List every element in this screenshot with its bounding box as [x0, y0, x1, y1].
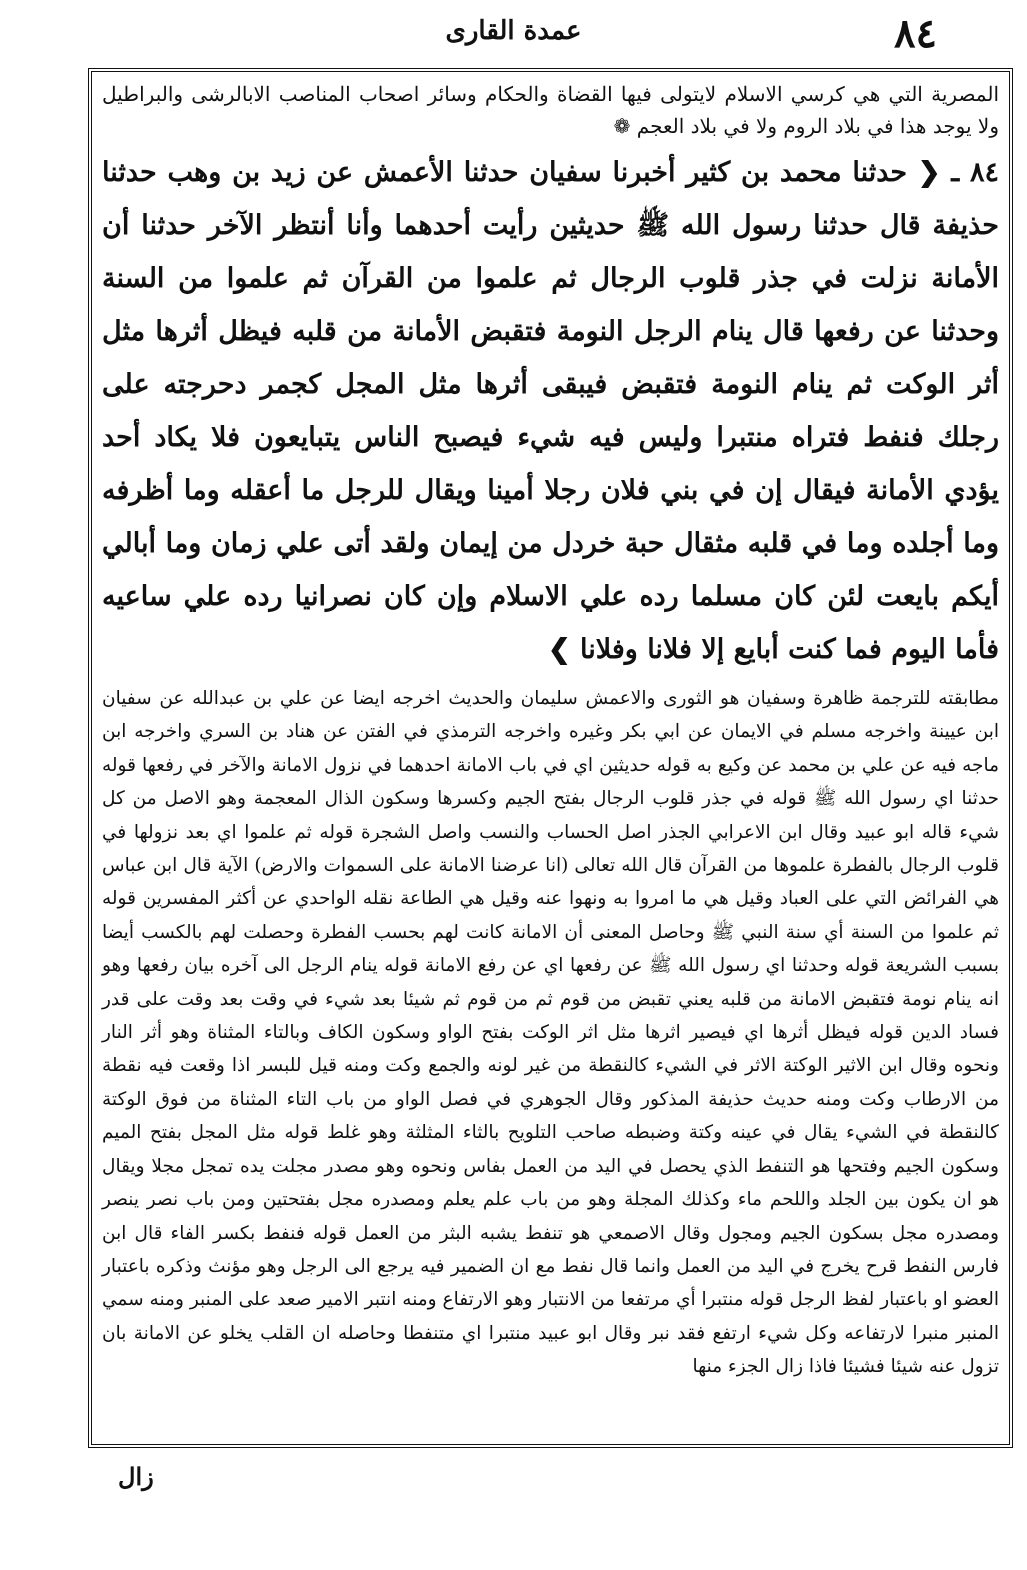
catchword: زال: [118, 1462, 154, 1491]
hadith-opening-marker: ❮ حدثنا: [852, 157, 941, 188]
page-header: [90, 10, 937, 62]
hadith-block: [102, 146, 999, 676]
hadith-number: ٨٤ ـ: [951, 157, 999, 188]
hadith-text: محمد بن كثير أخبرنا سفيان حدثنا الأعمش عن زيد بن وهب حدثنا حذيفة قال حدثنا رسول الله ﷺ حديثين رأيت أحدهما وأنا أنتظر الآخر حدثنا أن الأمانة نزلت في جذر قلوب الرجال ثم علموا من القرآن ثم علموا من السنة وحدثنا عن رفعها قال ينام الرجل النومة فتقبض الأمانة من قلبه فيظل أثرها مثل أثر الوكت ثم ينام النومة فتقبض فيبقى أثرها مثل المجل كجمر دحرجته على رجلك فنفط فتراه منتبرا وليس فيه شيء فيصبح الناس يتبايعون فلا يكاد أحد يؤدي الأمانة فيقال إن في بني فلان رجلا أمينا ويقال للرجل ما أعقله وما أظرفه وما أجلده وما في قلبه مثقال حبة خردل من إيمان ولقد أتى علي زمان وما أبالي أيكم بايعت لئن كان مسلما رده علي الاسلام وإن كان نصرانيا رده علي ساعيه فأما اليوم فما كنت أبايع إلا فلانا وفلانا ❯: [102, 157, 999, 665]
commentary-block: [102, 682, 999, 1384]
page-number: ٨٤: [894, 10, 937, 57]
commentary-paragraph: مطابقته للترجمة ظاهرة وسفيان هو الثورى والاعمش سليمان والحديث اخرجه ايضا عن علي بن عبدالله عن سفيان ابن عيينة واخرجه مسلم في الايمان عن ابي بكر وغيره واخرجه الترمذي في الفتن عن هناد بن السري واخرجه ابن ماجه فيه عن علي بن محمد عن وكيع به قوله حديثين اي في باب الامانة احدهما في نزول الامانة والآخر في رفعها قوله حدثنا اي رسول الله ﷺ قوله في جذر قلوب الرجال بفتح الجيم وكسرها وسكون الذال المعجمة وهو الاصل من كل شيء قاله ابو عبيد وقال ابن الاعرابي الجذر اصل الحساب والنسب واصل الشجرة قوله ثم علموا اي بعد نزولها في قلوب الرجال بالفطرة علموها من القرآن قال الله تعالى (انا عرضنا الامانة على السموات والارض) الآية قال ابن عباس هي الفرائض التي على العباد وقيل هي ما امروا به ونهوا عنه وقيل هي الطاعة نقله الواحدي عن أكثر المفسرين قوله ثم علموا من السنة أي سنة النبي ﷺ وحاصل المعنى أن الامانة كانت لهم بحسب الفطرة وحصلت لهم بالكسب أيضا بسبب الشريعة قوله وحدثنا اي رسول الله ﷺ عن رفعها اي عن رفع الامانة قوله ينام الرجل الى آخره بيان رفعها وهو انه ينام نومة فتقبض الامانة من قلبه يعني تقبض من قوم ثم من قوم ثم شيئا بعد شيء في وقت بعد وقت على قدر فساد الدين قوله فيظل أثرها اي فيصير اثرها مثل اثر الوكت بفتح الواو وسكون الكاف وبالتاء المثناة وهو أثر النار ونحوه وقال ابن الاثير الوكتة الاثر في الشيء كالنقطة من غير لونه والجمع وكت ومنه قيل للبسر اذا وقعت فيه نقطة من الارطاب وكت ومنه حديث حذيفة المذكور وقال الجوهري في فصل الواو من باب التاء المثناة من فوق الوكتة كالنقطة في الشيء يقال في عينه وكتة وضبطه صاحب التلويح بالثاء المثلثة وهو غلط قوله مثل المجل بفتح الميم وسكون الجيم وفتحها هو التنفط الذي يحصل في اليد من العمل بفاس ونحوه وهو مصدر مجلت يده تمجل مجلا ويقال هو ان يكون بين الجلد واللحم ماء وكذلك المجلة وهو من باب علم يعلم ومصدره مجل بفتحتين ومن باب نصر ينصر ومصدره مجل بسكون الجيم ومجول وقال الاصمعي هو تنفط يشبه البثر من العمل قوله فنفط بكسر الفاء قال ابن فارس النفط قرح يخرج في اليد من العمل وانما قال نفط مع ان الضمير فيه يرجع الى الرجل وهو مؤنث وذكره باعتبار العضو او باعتبار لفظ الرجل قوله منتبرا أي مرتفعا من الانتبار وهو الارتفاع ومنه انتبر الامير صعد على المنبر ومنه سمي المنبر منبرا لارتفاعه وكل شيء ارتفع فقد نبر وقال ابو عبيد منتبرا اي متنفطا وحاصله ان القلب يخلو عن الامانة بان تزول عنه شيئا فشيئا فاذا زال الجزء منها: [102, 688, 999, 1378]
text-frame: [88, 68, 1013, 1448]
intro-paragraph: المصرية التي هي كرسي الاسلام لايتولى فيها القضاة والحكام وسائر اصحاب المناصب الابالرشى والبراطيل ولا يوجد هذا في بلاد الروم ولا في بلاد العجم ❁: [102, 82, 999, 138]
running-title: عمدة القارى: [445, 16, 582, 46]
